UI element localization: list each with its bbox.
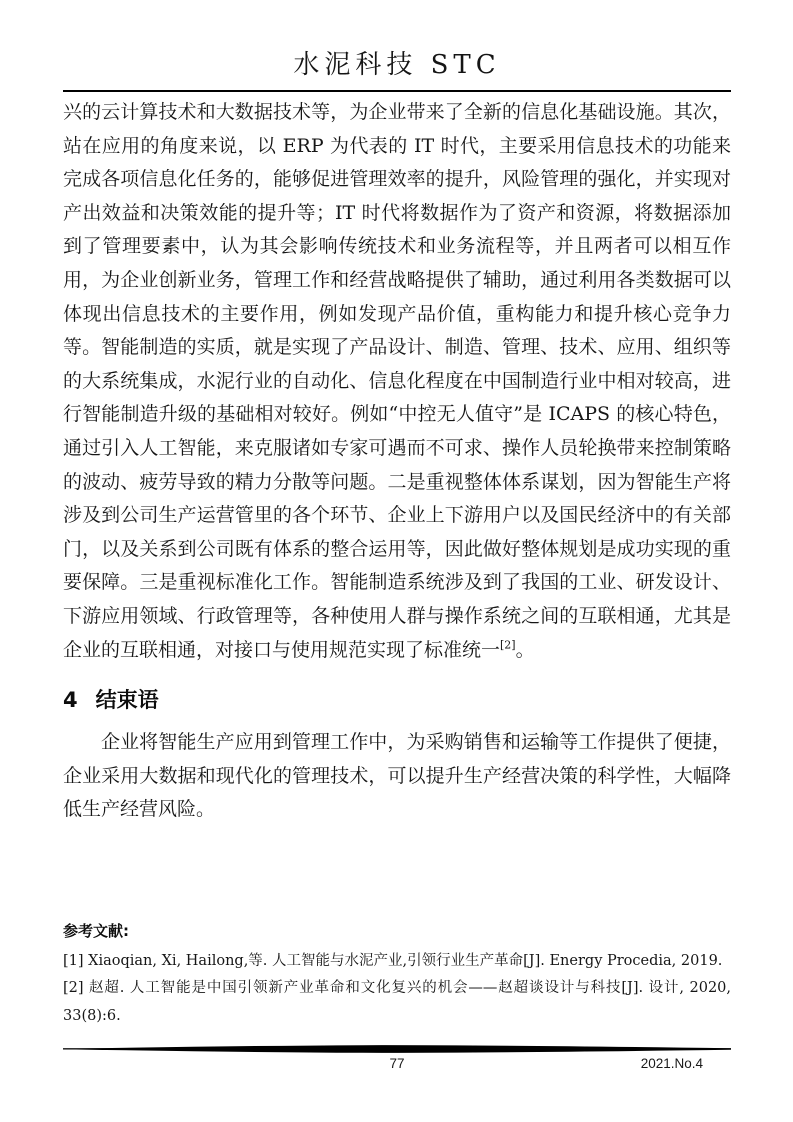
section-title: 结束语	[95, 688, 159, 713]
reference-item: [1] Xiaoqian, Xi, Hailong,等. 人工智能与水泥产业,引领行业生产革命[J]. Energy Procedia, 2019.	[63, 952, 723, 969]
page-content	[63, 0, 731, 1030]
footer-rule	[63, 1044, 731, 1054]
conclusion-paragraph: 企业将智能生产应用到管理工作中，为采购销售和运输等工作提供了便捷，企业采用大数据和现代化的管理技术，可以提升生产经营决策的科学性，大幅降低生产经营风险。	[63, 731, 731, 821]
references-heading: 参考文献:	[63, 921, 129, 940]
section-heading	[63, 684, 731, 714]
page-number: 77	[389, 1056, 405, 1071]
journal-title: 水泥科技 STC	[293, 50, 501, 80]
body-paragraph-period: 。	[515, 638, 535, 661]
body-paragraph	[63, 96, 731, 667]
footer-row	[63, 1054, 731, 1076]
citation-superscript: [2]	[500, 638, 516, 652]
body-paragraph-text: 兴的云计算技术和大数据技术等，为企业带来了全新的信息化基础设施。其次，站在应用的角度来说，以 ERP 为代表的 IT 时代，主要采用信息技术的功能来完成各项信息化任务的，能够促进管理效率的提升，风险管理的强化，并实现对产出效益和决策效能的提升等；IT 时代将数据作为了资产和资源，将数据添加到了管理要素中，认为其会影响传统技术和业务流程等，并且两者可以相互作用，为企业创新业务，管理工作和经营战略提供了辅助，通过利用各类数据可以体现出信息技术的主要作用，例如发现产品价值，重构能力和提升核心竞争力等。智能制造的实质，就是实现了产品设计、制造、管理、技术、应用、组织等的大系统集成，水泥行业的自动化、信息化程度在中国制造行业中相对较高，进行智能制造升级的基础相对较好。例如“中控无人值守”是 ICAPS 的核心特色，通过引入人工智能，来克服诸如专家可遇而不可求、操作人员轮换带来控制策略的波动、疲劳导致的精力分散等问题。二是重视整体体系谋划，因为智能生产将涉及到公司生产运营管里的各个环节、企业上下游用户以及国民经济中的有关部门，以及关系到公司既有体系的整合运用等，因此做好整体规划是成功实现的重要保障。三是重视标准化工作。智能制造系统涉及到了我国的工业、研发设计、下游应用领域、行政管理等，各种使用人群与操作系统之间的互联相通，尤其是企业的互联相通，对接口与使用规范实现了标准统一	[63, 101, 731, 661]
reference-item: [2] 赵超. 人工智能是中国引领新产业革命和文化复兴的机会——赵超谈设计与科技[J]. 设计, 2020, 33(8):6.	[63, 980, 731, 1024]
header-rule	[63, 90, 731, 92]
article-body	[63, 96, 731, 1030]
issue-label: 2021.No.4	[640, 1056, 703, 1071]
section-number: 4	[63, 688, 78, 713]
references-section	[63, 920, 731, 1031]
page-footer	[63, 1044, 731, 1076]
page-header	[63, 44, 731, 92]
